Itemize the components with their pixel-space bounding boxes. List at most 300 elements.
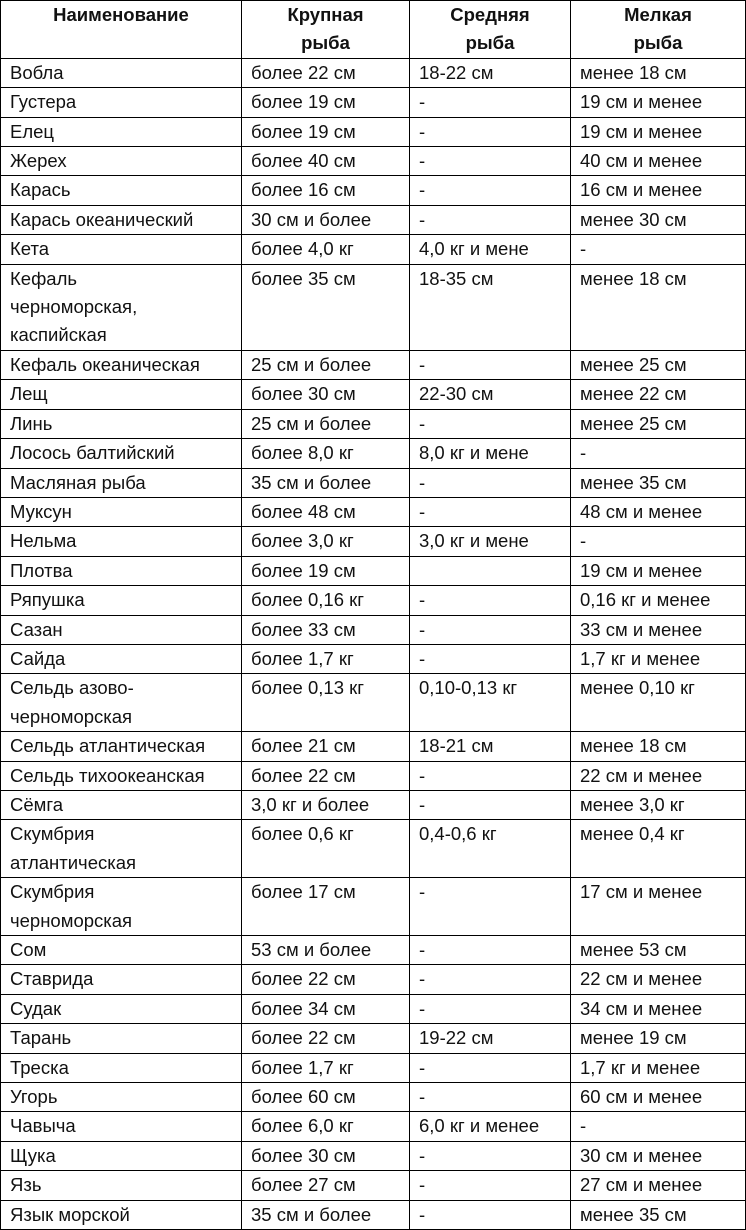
cell-large bbox=[242, 205, 410, 234]
cell-large-text: более 22 см bbox=[251, 764, 356, 786]
cell-medium-text: 18-21 см bbox=[419, 735, 494, 757]
cell-large-text: более 30 см bbox=[251, 383, 356, 405]
cell-large-text: более 0,6 кг bbox=[251, 823, 354, 845]
cell-medium bbox=[410, 409, 571, 438]
cell-small-text: менее 18 см bbox=[580, 735, 687, 757]
cell-name bbox=[1, 176, 242, 205]
header-name bbox=[1, 1, 242, 59]
cell-name bbox=[1, 117, 242, 146]
cell-name bbox=[1, 1053, 242, 1082]
cell-name-text: Угорь bbox=[10, 1086, 58, 1108]
cell-small bbox=[571, 235, 746, 264]
table-row bbox=[1, 556, 746, 585]
cell-medium-text: - bbox=[419, 353, 426, 375]
cell-small bbox=[571, 58, 746, 87]
cell-name bbox=[1, 88, 242, 117]
cell-name-text: Сельдь атлантическая bbox=[10, 735, 206, 757]
cell-small bbox=[571, 380, 746, 409]
table-row bbox=[1, 936, 746, 965]
cell-name bbox=[1, 761, 242, 790]
cell-small bbox=[571, 439, 746, 468]
cell-medium-text: 18-22 см bbox=[419, 61, 494, 83]
cell-name bbox=[1, 790, 242, 819]
table-row bbox=[1, 820, 746, 878]
cell-name bbox=[1, 1083, 242, 1112]
cell-name bbox=[1, 556, 242, 585]
cell-name bbox=[1, 205, 242, 234]
cell-large-text: более 17 см bbox=[251, 881, 356, 903]
cell-large-text: более 21 см bbox=[251, 735, 356, 757]
cell-large-text: более 40 см bbox=[251, 150, 356, 172]
cell-medium-text: - bbox=[419, 500, 426, 522]
cell-large bbox=[242, 820, 410, 878]
cell-large-text: более 6,0 кг bbox=[251, 1115, 354, 1137]
cell-large bbox=[242, 1141, 410, 1170]
cell-large bbox=[242, 88, 410, 117]
header-large-fish-label: Крупная рыба bbox=[287, 4, 364, 54]
cell-medium-text: - bbox=[419, 120, 426, 142]
cell-small-text: 30 см и менее bbox=[580, 1144, 703, 1166]
cell-small-text: менее 35 см bbox=[580, 471, 687, 493]
cell-large-text: более 27 см bbox=[251, 1174, 356, 1196]
table-row bbox=[1, 1024, 746, 1053]
cell-small bbox=[571, 556, 746, 585]
cell-name-text: Кефаль океаническая bbox=[10, 353, 200, 375]
header-small-fish bbox=[571, 1, 746, 59]
cell-large-text: 53 см и более bbox=[251, 939, 372, 960]
cell-large-text: более 8,0 кг bbox=[251, 442, 354, 464]
cell-large bbox=[242, 586, 410, 615]
cell-medium-text: - bbox=[419, 589, 426, 611]
cell-medium bbox=[410, 878, 571, 936]
cell-small bbox=[571, 965, 746, 994]
table-row bbox=[1, 790, 746, 819]
cell-small-text: 27 см и менее bbox=[580, 1174, 703, 1196]
cell-medium-text: 3,0 кг и мене bbox=[419, 530, 529, 552]
cell-medium bbox=[410, 1024, 571, 1053]
table-row bbox=[1, 380, 746, 409]
cell-small-text: менее 25 см bbox=[580, 353, 687, 375]
cell-large bbox=[242, 117, 410, 146]
cell-name bbox=[1, 235, 242, 264]
cell-small bbox=[571, 674, 746, 732]
cell-small bbox=[571, 790, 746, 819]
cell-large bbox=[242, 761, 410, 790]
cell-medium bbox=[410, 820, 571, 878]
cell-name bbox=[1, 1200, 242, 1229]
cell-medium bbox=[410, 147, 571, 176]
header-medium-fish bbox=[410, 1, 571, 59]
cell-small-text: менее 53 см bbox=[580, 939, 687, 960]
cell-name-text: Густера bbox=[10, 91, 77, 113]
cell-medium-text: - bbox=[419, 1086, 426, 1108]
cell-medium bbox=[410, 497, 571, 526]
cell-large bbox=[242, 936, 410, 965]
cell-name-text: Язык морской bbox=[10, 1203, 130, 1225]
cell-medium bbox=[410, 994, 571, 1023]
table-row bbox=[1, 1112, 746, 1141]
cell-small bbox=[571, 176, 746, 205]
cell-name bbox=[1, 147, 242, 176]
cell-name bbox=[1, 468, 242, 497]
cell-name-text: Щука bbox=[10, 1144, 56, 1166]
table-row bbox=[1, 409, 746, 438]
cell-name-text: Муксун bbox=[10, 500, 72, 522]
cell-large bbox=[242, 674, 410, 732]
cell-small bbox=[571, 586, 746, 615]
cell-small bbox=[571, 761, 746, 790]
cell-medium-text: 4,0 кг и мене bbox=[419, 238, 529, 260]
cell-large bbox=[242, 176, 410, 205]
cell-medium-text: - bbox=[419, 179, 426, 201]
cell-name-text: Масляная рыба bbox=[10, 471, 146, 493]
table-row bbox=[1, 527, 746, 556]
cell-name bbox=[1, 1171, 242, 1200]
cell-small-text: 17 см и менее bbox=[580, 881, 703, 903]
cell-large-text: более 1,7 кг bbox=[251, 1056, 354, 1078]
cell-large-text: более 22 см bbox=[251, 61, 356, 83]
cell-large-text: более 1,7 кг bbox=[251, 647, 354, 669]
table-row bbox=[1, 732, 746, 761]
cell-large bbox=[242, 732, 410, 761]
cell-large-text: 25 см и более bbox=[251, 353, 372, 375]
cell-small-text: 22 см и менее bbox=[580, 968, 703, 990]
header-row bbox=[1, 1, 746, 59]
cell-large-text: более 16 см bbox=[251, 179, 356, 201]
cell-medium-text: - bbox=[419, 1203, 426, 1225]
cell-large bbox=[242, 380, 410, 409]
cell-small bbox=[571, 732, 746, 761]
table-body bbox=[1, 58, 746, 1229]
cell-small bbox=[571, 994, 746, 1023]
table-row bbox=[1, 615, 746, 644]
cell-medium-text: 22-30 см bbox=[419, 383, 494, 405]
cell-name bbox=[1, 409, 242, 438]
cell-large bbox=[242, 468, 410, 497]
cell-large-text: более 4,0 кг bbox=[251, 238, 354, 260]
cell-name bbox=[1, 380, 242, 409]
table-row bbox=[1, 1053, 746, 1082]
cell-medium bbox=[410, 732, 571, 761]
cell-large bbox=[242, 1200, 410, 1229]
cell-small-text: 19 см и менее bbox=[580, 120, 703, 142]
cell-medium bbox=[410, 468, 571, 497]
cell-small bbox=[571, 350, 746, 379]
cell-name-text: Ставрида bbox=[10, 968, 94, 990]
cell-small-text: менее 35 см bbox=[580, 1203, 687, 1225]
cell-small bbox=[571, 1171, 746, 1200]
cell-small bbox=[571, 527, 746, 556]
cell-large bbox=[242, 644, 410, 673]
cell-small bbox=[571, 936, 746, 965]
table-row bbox=[1, 586, 746, 615]
cell-name-text: Сёмга bbox=[10, 793, 63, 815]
cell-medium-text: - bbox=[419, 471, 426, 493]
table-row bbox=[1, 1141, 746, 1170]
cell-large bbox=[242, 147, 410, 176]
cell-small bbox=[571, 147, 746, 176]
cell-small bbox=[571, 1141, 746, 1170]
cell-name bbox=[1, 644, 242, 673]
cell-name-text: Лещ bbox=[10, 383, 48, 405]
cell-large-text: более 19 см bbox=[251, 91, 356, 113]
cell-large bbox=[242, 790, 410, 819]
cell-small bbox=[571, 1112, 746, 1141]
cell-medium bbox=[410, 176, 571, 205]
cell-small-text: 48 см и менее bbox=[580, 500, 703, 522]
cell-large-text: более 0,16 кг bbox=[251, 589, 364, 611]
cell-name bbox=[1, 1141, 242, 1170]
cell-large-text: более 34 см bbox=[251, 997, 356, 1019]
cell-name-text: Кефаль черноморская, каспийская bbox=[10, 267, 138, 346]
table-row bbox=[1, 117, 746, 146]
cell-name-text: Язь bbox=[10, 1174, 42, 1196]
table-row bbox=[1, 350, 746, 379]
cell-small-text: менее 18 см bbox=[580, 61, 687, 83]
cell-medium-text: 6,0 кг и менее bbox=[419, 1115, 540, 1137]
cell-medium bbox=[410, 1200, 571, 1229]
cell-small-text: - bbox=[580, 1115, 587, 1137]
cell-large bbox=[242, 439, 410, 468]
cell-small bbox=[571, 615, 746, 644]
cell-name-text: Линь bbox=[10, 412, 53, 434]
cell-medium-text: 8,0 кг и мене bbox=[419, 442, 529, 464]
cell-medium-text: - bbox=[419, 997, 426, 1019]
cell-medium bbox=[410, 88, 571, 117]
cell-medium bbox=[410, 1171, 571, 1200]
table-row bbox=[1, 994, 746, 1023]
cell-large bbox=[242, 350, 410, 379]
cell-small bbox=[571, 468, 746, 497]
cell-name-text: Карась океанический bbox=[10, 208, 194, 230]
cell-medium bbox=[410, 674, 571, 732]
cell-medium bbox=[410, 1112, 571, 1141]
cell-medium-text: - bbox=[419, 1174, 426, 1196]
cell-large-text: 3,0 кг и более bbox=[251, 793, 370, 815]
cell-name-text: Елец bbox=[10, 120, 55, 142]
header-large-fish bbox=[242, 1, 410, 59]
table-row bbox=[1, 235, 746, 264]
cell-name-text: Плотва bbox=[10, 559, 73, 581]
header-small-fish-label: Мелкая рыба bbox=[624, 4, 692, 54]
cell-small-text: 0,16 кг и менее bbox=[580, 589, 711, 611]
cell-small-text: 19 см и менее bbox=[580, 91, 703, 113]
cell-small-text: менее 3,0 кг bbox=[580, 793, 685, 815]
cell-name bbox=[1, 586, 242, 615]
table-row bbox=[1, 58, 746, 87]
cell-name-text: Чавыча bbox=[10, 1115, 76, 1137]
cell-small-text: 1,7 кг и менее bbox=[580, 647, 701, 669]
table-row bbox=[1, 674, 746, 732]
cell-large bbox=[242, 235, 410, 264]
table-row bbox=[1, 497, 746, 526]
cell-large bbox=[242, 527, 410, 556]
cell-medium-text: - bbox=[419, 208, 426, 230]
cell-large bbox=[242, 556, 410, 585]
cell-small bbox=[571, 409, 746, 438]
cell-name bbox=[1, 994, 242, 1023]
cell-medium bbox=[410, 205, 571, 234]
cell-small bbox=[571, 117, 746, 146]
cell-small-text: менее 18 см bbox=[580, 267, 687, 289]
cell-name-text: Нельма bbox=[10, 530, 77, 552]
cell-name-text: Судак bbox=[10, 997, 62, 1019]
cell-medium bbox=[410, 117, 571, 146]
cell-small bbox=[571, 264, 746, 350]
cell-large bbox=[242, 58, 410, 87]
cell-medium bbox=[410, 615, 571, 644]
table-row bbox=[1, 176, 746, 205]
cell-large bbox=[242, 615, 410, 644]
cell-medium bbox=[410, 350, 571, 379]
cell-large bbox=[242, 409, 410, 438]
cell-name-text: Кета bbox=[10, 238, 50, 260]
cell-large-text: 25 см и более bbox=[251, 412, 372, 434]
cell-medium-text: - bbox=[419, 91, 426, 113]
cell-name bbox=[1, 497, 242, 526]
cell-small-text: менее 22 см bbox=[580, 383, 687, 405]
cell-name-text: Карась bbox=[10, 179, 71, 201]
cell-medium bbox=[410, 380, 571, 409]
cell-small bbox=[571, 497, 746, 526]
cell-large-text: более 30 см bbox=[251, 1144, 356, 1166]
header-medium-fish-label: Средняя рыба bbox=[450, 4, 530, 54]
cell-small-text: 1,7 кг и менее bbox=[580, 1056, 701, 1078]
cell-name bbox=[1, 264, 242, 350]
cell-name-text: Скумбрия черноморская bbox=[10, 881, 133, 931]
cell-medium bbox=[410, 58, 571, 87]
table-row bbox=[1, 761, 746, 790]
cell-medium-text: - bbox=[419, 939, 426, 960]
cell-name bbox=[1, 820, 242, 878]
table-row bbox=[1, 1171, 746, 1200]
header-name-label: Наименование bbox=[53, 4, 189, 25]
cell-small-text: менее 19 см bbox=[580, 1027, 687, 1049]
cell-large-text: более 60 см bbox=[251, 1086, 356, 1108]
cell-medium-text: - bbox=[419, 618, 426, 640]
cell-small bbox=[571, 878, 746, 936]
cell-small-text: 60 см и менее bbox=[580, 1086, 703, 1108]
cell-medium bbox=[410, 965, 571, 994]
cell-small bbox=[571, 820, 746, 878]
cell-name-text: Сельдь тихоокеанская bbox=[10, 764, 205, 786]
cell-name bbox=[1, 527, 242, 556]
cell-large bbox=[242, 1083, 410, 1112]
cell-name-text: Сом bbox=[10, 939, 47, 960]
cell-name bbox=[1, 936, 242, 965]
cell-large bbox=[242, 1112, 410, 1141]
cell-small bbox=[571, 1024, 746, 1053]
cell-large-text: более 19 см bbox=[251, 120, 356, 142]
cell-large-text: более 22 см bbox=[251, 968, 356, 990]
cell-small-text: менее 0,4 кг bbox=[580, 823, 685, 845]
cell-medium-text: - bbox=[419, 647, 426, 669]
cell-medium bbox=[410, 936, 571, 965]
cell-name-text: Сайда bbox=[10, 647, 66, 669]
cell-medium-text: - bbox=[419, 764, 426, 786]
cell-large bbox=[242, 497, 410, 526]
table-row bbox=[1, 88, 746, 117]
cell-large bbox=[242, 965, 410, 994]
cell-medium-text: - bbox=[419, 150, 426, 172]
cell-large-text: более 48 см bbox=[251, 500, 356, 522]
cell-small-text: 33 см и менее bbox=[580, 618, 703, 640]
cell-large bbox=[242, 1024, 410, 1053]
cell-medium-text: - bbox=[419, 412, 426, 434]
cell-small bbox=[571, 1053, 746, 1082]
cell-medium bbox=[410, 1053, 571, 1082]
table-header bbox=[1, 1, 746, 59]
cell-medium bbox=[410, 556, 571, 585]
cell-medium bbox=[410, 761, 571, 790]
cell-large-text: более 19 см bbox=[251, 559, 356, 581]
cell-name-text: Жерех bbox=[10, 150, 67, 172]
cell-small-text: менее 25 см bbox=[580, 412, 687, 434]
cell-medium-text: 19-22 см bbox=[419, 1027, 494, 1049]
cell-large-text: более 22 см bbox=[251, 1027, 356, 1049]
cell-large bbox=[242, 994, 410, 1023]
cell-name-text: Треска bbox=[10, 1056, 69, 1078]
table-row bbox=[1, 439, 746, 468]
cell-large-text: более 33 см bbox=[251, 618, 356, 640]
cell-small bbox=[571, 88, 746, 117]
cell-medium bbox=[410, 644, 571, 673]
cell-name-text: Вобла bbox=[10, 61, 64, 83]
cell-large-text: 30 см и более bbox=[251, 208, 372, 230]
cell-medium bbox=[410, 527, 571, 556]
table-row bbox=[1, 878, 746, 936]
table-row bbox=[1, 147, 746, 176]
cell-name-text: Сельдь азово- черноморская bbox=[10, 677, 134, 727]
cell-large bbox=[242, 878, 410, 936]
cell-medium bbox=[410, 586, 571, 615]
cell-name-text: Скумбрия атлантическая bbox=[10, 823, 137, 873]
cell-medium bbox=[410, 264, 571, 350]
cell-medium-text: - bbox=[419, 793, 426, 815]
cell-large-text: более 0,13 кг bbox=[251, 677, 364, 699]
cell-name-text: Лосось балтийский bbox=[10, 442, 175, 464]
cell-small bbox=[571, 1083, 746, 1112]
cell-large-text: более 35 см bbox=[251, 267, 356, 289]
cell-name bbox=[1, 732, 242, 761]
cell-small-text: - bbox=[580, 530, 587, 552]
cell-medium-text: - bbox=[419, 1144, 426, 1166]
cell-small-text: - bbox=[580, 442, 587, 464]
cell-medium bbox=[410, 1141, 571, 1170]
table-row bbox=[1, 205, 746, 234]
cell-large bbox=[242, 1171, 410, 1200]
cell-small-text: - bbox=[580, 238, 587, 260]
cell-medium bbox=[410, 439, 571, 468]
cell-name bbox=[1, 615, 242, 644]
cell-medium bbox=[410, 790, 571, 819]
cell-large-text: более 3,0 кг bbox=[251, 530, 354, 552]
table-row bbox=[1, 1200, 746, 1229]
cell-small-text: 22 см и менее bbox=[580, 764, 703, 786]
cell-large bbox=[242, 1053, 410, 1082]
table-row bbox=[1, 264, 746, 350]
table-row bbox=[1, 965, 746, 994]
cell-small-text: менее 0,10 кг bbox=[580, 677, 695, 699]
cell-medium-text: - bbox=[419, 881, 426, 903]
cell-large-text: 35 см и более bbox=[251, 471, 372, 493]
cell-name bbox=[1, 1024, 242, 1053]
cell-name bbox=[1, 965, 242, 994]
cell-large bbox=[242, 264, 410, 350]
cell-medium bbox=[410, 235, 571, 264]
cell-name bbox=[1, 674, 242, 732]
cell-medium bbox=[410, 1083, 571, 1112]
